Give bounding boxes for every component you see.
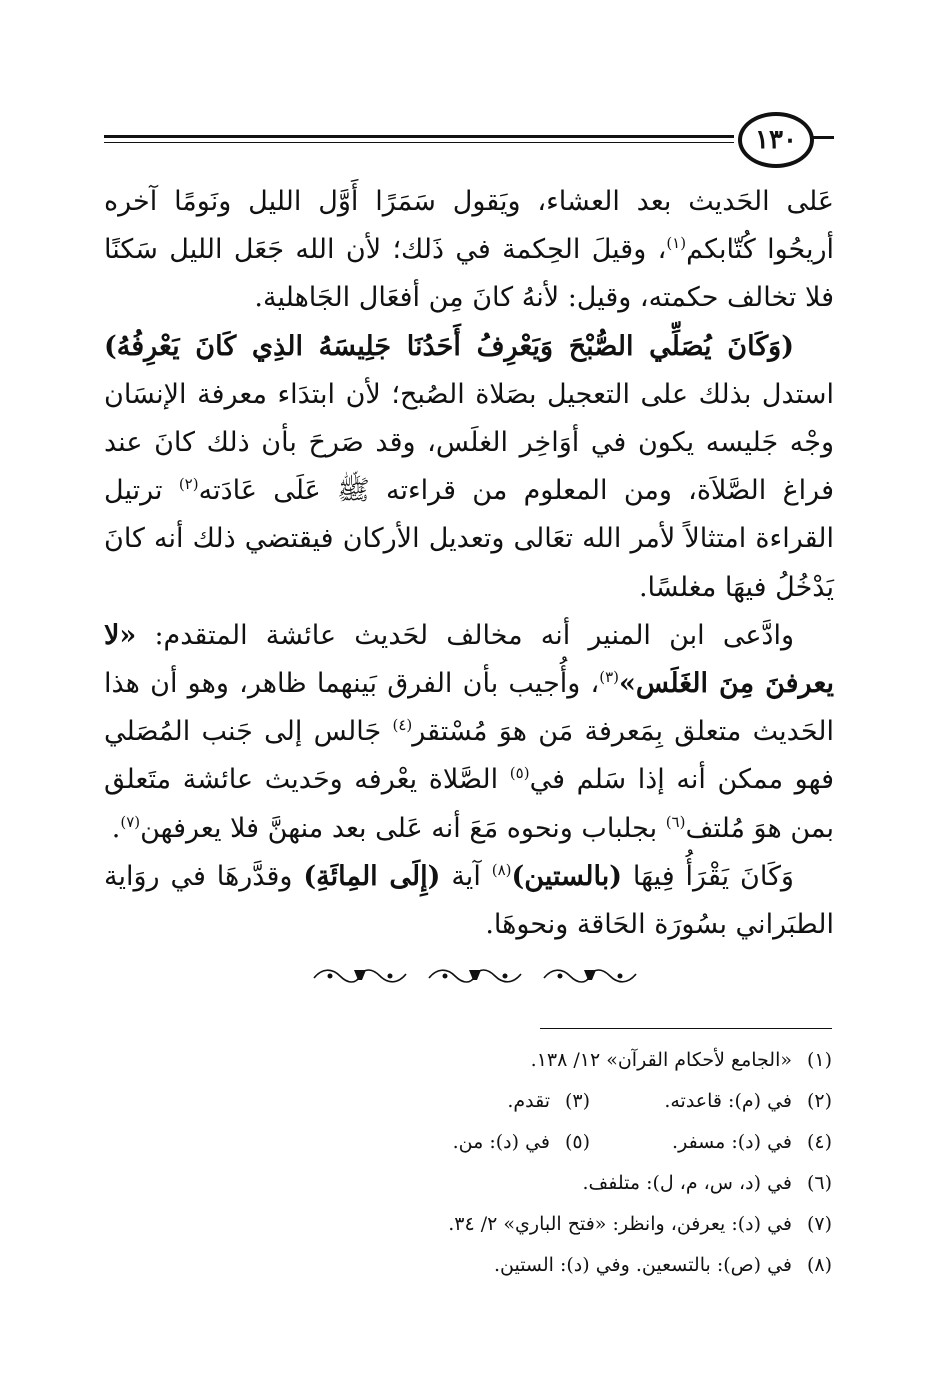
footnote-4: (٤) في (د): مسفر. [672, 1131, 832, 1153]
footnote-3: (٣) تقدم. [507, 1090, 590, 1112]
ornament-icon [425, 964, 525, 988]
footnote-row [300, 1122, 832, 1163]
paragraph-1: عَلى الحَديث بعد العشاء، ويَقول سَمَرًا أَوَّل الليل ونَومًا آخره أريحُوا كُتّابكم$^{(١)}$، وقيلَ الحِكمة في ذَلك؛ لأن الله جَعَل الليل سَكنًا فلا تخالف حكمته، وقيل: لأنهُ كانَ مِن أفعَال الجَاهلية. [104, 186, 835, 314]
quote-sixty: (بالستين) [511, 860, 622, 892]
footnote-1: (١) «الجامع لأحكام القرآن» ١٢/ ١٣٨. [530, 1049, 832, 1071]
paragraph-3: وادَّعى ابن المنير أنه مخالف لحَديث عائشة المتقدم: «لا يعرفنَ مِنَ الغَلَس»$^{(٣)}$، وأُجيب بأن الفرق بَينهما ظاهر، وهو أن هذا الحَديث متعلق بِمَعرفة مَن هوَ مُسْتقر$^{(٤)}$ جَالس إلى جَنب المُصَلي فهو ممكن أنه إذا سَلم في$^{(٥)}$ الصَّلاة يعْرفه وحَديث عائشة متَعلق بمن هوَ مُلتف$^{(٦)}$ بجلباب ونحوه مَعَ أنه عَلى بعد منهنَّ فلا يعرفهن$^{(٧)}$. [104, 619, 834, 844]
footnote-ref-5: (٥) [509, 764, 530, 783]
footnote-row [300, 1081, 832, 1122]
header-rule-stub [812, 136, 834, 139]
header-rule-thick [104, 135, 734, 138]
footnote-ref-8: (٨) [491, 860, 512, 879]
hadith-quote-2: «لا يعرفنَ مِنَ الغَلَس» [104, 619, 834, 700]
footnote-6: (٦) في (د، س، م، ل): متلفف. [582, 1172, 832, 1194]
main-text [104, 178, 834, 949]
footnote-7: (٧) في (د): يعرفن، وانظر: «فتح الباري» ٢/ ٣٤. [448, 1213, 832, 1235]
ornament-divider [310, 962, 640, 990]
footnote-ref-7: (٧) [120, 812, 141, 831]
page-number: ١٣٠ [738, 112, 814, 168]
footnote-8: (٨) في (ص): بالتسعين. وفي (د): الستين. [493, 1254, 832, 1276]
footnote-ref-6: (٦) [665, 812, 686, 831]
footnotes [300, 1040, 832, 1286]
paragraph-4: وَكَانَ يَقْرَأُ فِيهَا (بالستين)$^{(٨)}$ آية (إِلَى المِائَةِ) وقدَّرهَا في روَاية الطبَراني بسُورَة الحَاقة ونحوهَا. [104, 860, 834, 941]
quote-hundred: (إِلَى المِائَةِ) [303, 860, 441, 892]
footnote-row [300, 1245, 832, 1286]
ornament-icon [310, 964, 410, 988]
paragraph-2: (وَكَانَ يُصَلِّي الصُّبْحَ وَيَعْرِفُ أَحَدُنَا جَلِيسَهُ الذِي كَانَ يَعْرِفُهُ) استدل بذلك على التعجيل بصَلاة الصُبح؛ لأن ابتدَاء معرفة الإنسَان وجْه جَليسه يكون في أوَاخِر الغلَس، وقد صَرحَ بأن ذلك كانَ عند فراغ الصَّلاَة، ومن المعلوم من قراءته ﷺ عَلَى عَادَته$^{(٢)}$ ترتيل القراءة امتثالاً لأمر الله تعَالى وتعديل الأركان فيقتضي ذلك أنه كانَ يَدْخُلُ فيهَا مغلسًا. [104, 330, 834, 603]
ornament-icon [540, 964, 640, 988]
footnote-separator [540, 1028, 832, 1029]
page-header [104, 112, 834, 176]
footnote-5: (٥) في (د): من. [452, 1131, 590, 1153]
hadith-quote: (وَكَانَ يُصَلِّي الصُّبْحَ وَيَعْرِفُ أَحَدُنَا جَلِيسَهُ الذِي كَانَ يَعْرِفُهُ) [104, 330, 794, 362]
footnote-ref-4: (٤) [392, 716, 413, 735]
footnote-row [300, 1163, 832, 1204]
footnote-2: (٢) في (م): قاعدته. [664, 1090, 832, 1112]
header-rule-thin [104, 142, 734, 143]
footnote-ref-2: (٢) [178, 475, 199, 494]
footnote-ref-3: (٣) [599, 668, 620, 687]
footnote-ref-1: (١) [666, 234, 687, 253]
footnote-row [300, 1204, 832, 1245]
footnote-row [300, 1040, 832, 1081]
